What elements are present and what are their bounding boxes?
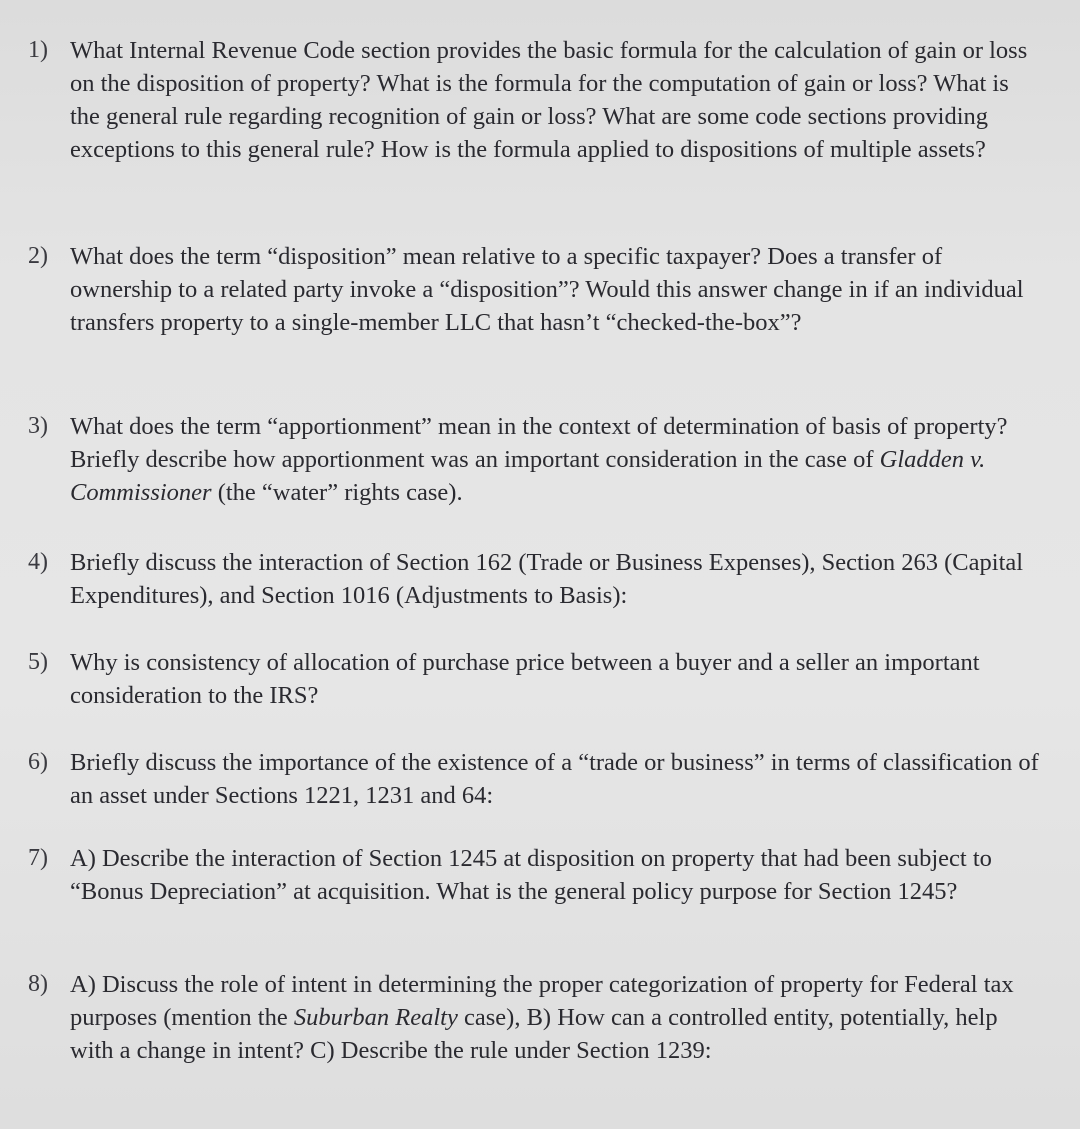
question-2 — [28, 240, 1040, 339]
question-number: 4) — [28, 549, 48, 575]
question-number: 3) — [28, 413, 48, 439]
question-text: Briefly discuss the importance of the existence of a “trade or business” in terms of classification of an asset under Sections 1221, 1231 and 64: — [70, 749, 1039, 809]
question-number: 8) — [28, 971, 48, 997]
question-4 — [28, 546, 1040, 612]
case-name: Suburban Realty — [293, 1004, 458, 1031]
question-number: 2) — [28, 243, 48, 269]
question-number: 1) — [28, 37, 48, 63]
question-7 — [28, 842, 1040, 908]
question-5 — [28, 646, 1040, 712]
question-text: Briefly discuss the interaction of Section 162 (Trade or Business Expenses), Section 263 (Capital Expenditures), and Section 1016 (Adjustments to Basis): — [70, 549, 1024, 609]
question-text — [70, 410, 1040, 509]
question-text — [70, 968, 1040, 1067]
question-text-part: What does the term “apportionment” mean in the context of determination of basis of property? Briefly describe how apportionment was an important consideration in the case of — [70, 413, 1008, 473]
question-8 — [28, 968, 1040, 1067]
question-text-part: (the “water” rights case). — [211, 479, 463, 506]
question-6 — [28, 746, 1040, 812]
question-3 — [28, 410, 1040, 509]
question-text: A) Describe the interaction of Section 1245 at disposition on property that had been subject to “Bonus Depreciation” at acquisition. What is the general policy purpose for Section 1245? — [70, 845, 992, 905]
question-number: 5) — [28, 649, 48, 675]
case-name: Gladden v. Commissioner — [70, 446, 986, 506]
question-text-part: A) Discuss the role of intent in determining the proper categorization of property for Federal tax purposes (mention the — [70, 971, 1014, 1031]
question-text: Why is consistency of allocation of purchase price between a buyer and a seller an important consideration to the IRS? — [70, 649, 980, 709]
question-text-part: case), B) How can a controlled entity, potentially, help with a change in intent? C) Describe the rule under Section 1239: — [70, 1004, 998, 1064]
question-number: 6) — [28, 749, 48, 775]
question-number: 7) — [28, 845, 48, 871]
question-1 — [28, 34, 1040, 166]
question-text: What Internal Revenue Code section provides the basic formula for the calculation of gain or loss on the disposition of property? What is the formula for the computation of gain or loss? What is the general rule regarding recognition of gain or loss? What are some code sections providing exceptions to this general rule? How is the formula applied to dispositions of multiple assets? — [70, 37, 1028, 163]
question-text: What does the term “disposition” mean relative to a specific taxpayer? Does a transfer of ownership to a related party invoke a “disposition”? Would this answer change in if an individual transfers property to a single-member LLC that hasn’t “checked-the-box”? — [70, 243, 1024, 336]
